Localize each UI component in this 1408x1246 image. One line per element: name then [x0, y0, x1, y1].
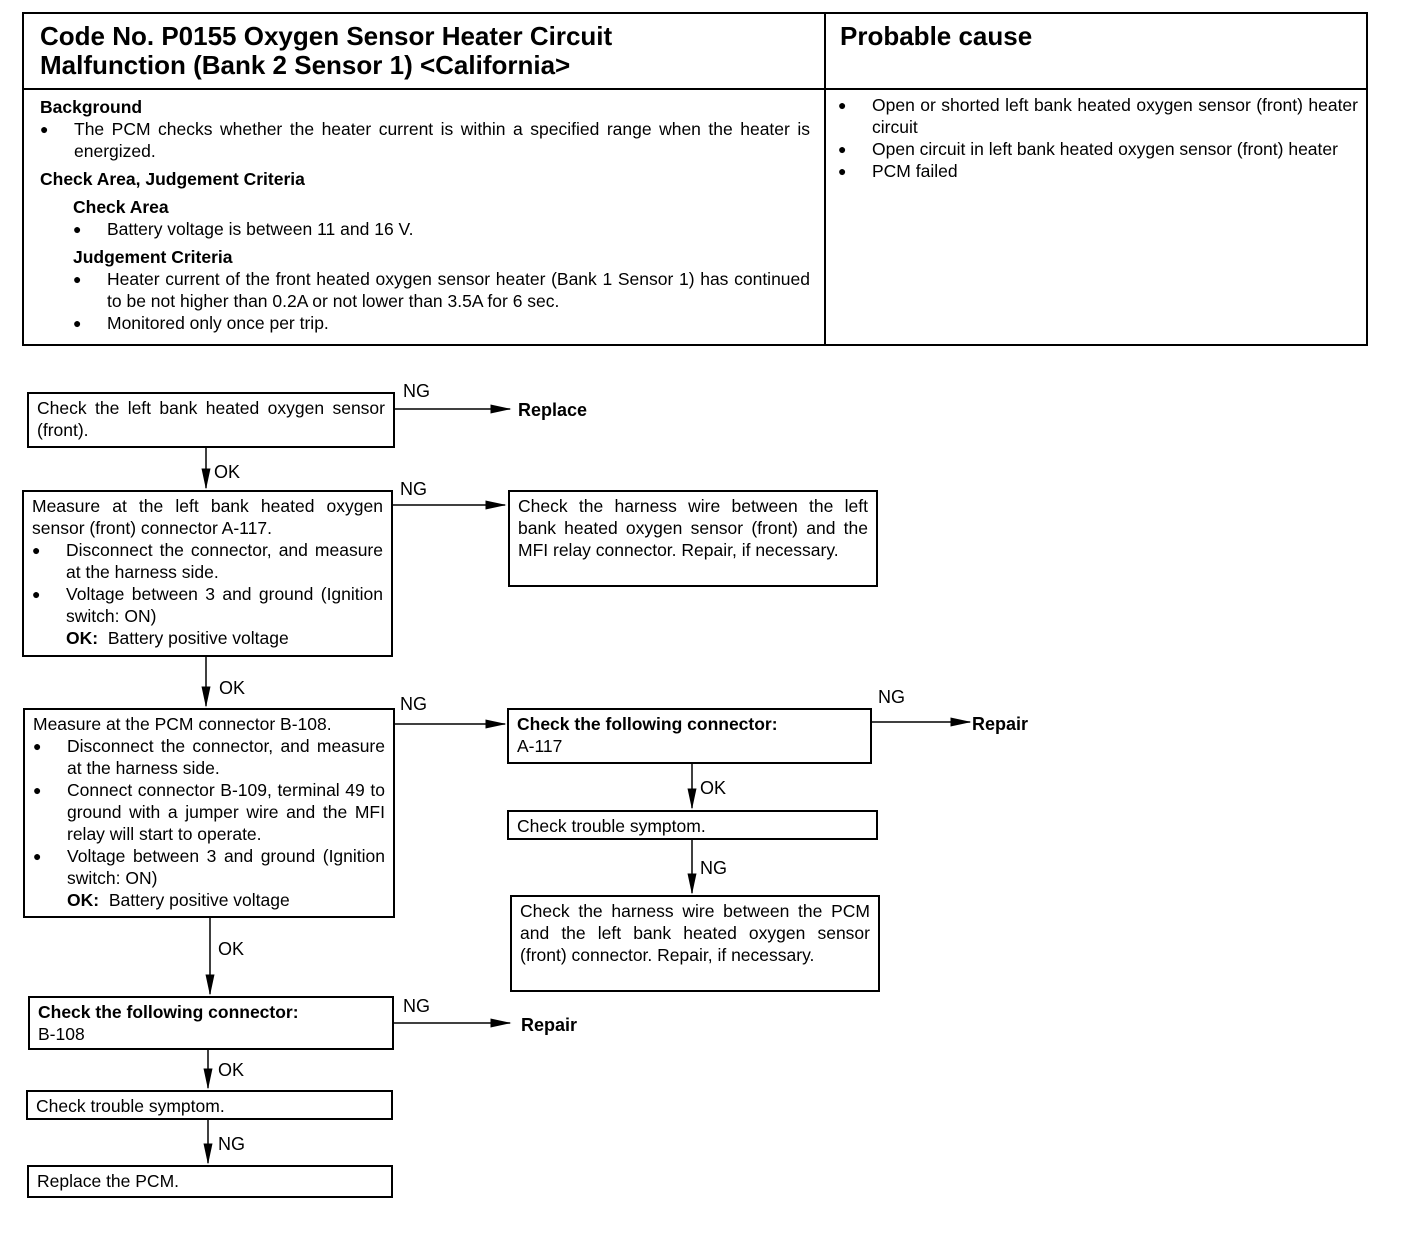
- ng-label: NG: [218, 1134, 245, 1154]
- check-heading: Check Area, Judgement Criteria: [40, 169, 305, 189]
- step-check-connector-a117: [507, 708, 872, 764]
- step-item: ● Disconnect the connector, and measure at the harness side.: [32, 539, 383, 583]
- ng-label: NG: [400, 694, 427, 714]
- ng-label: NG: [878, 687, 905, 707]
- step-check-harness-mfi: Check the harness wire between the left bank heated oxygen sensor (front) and the MFI relay connector. Repair, if necessary.: [508, 490, 878, 587]
- probable-cause-title: Probable cause: [840, 21, 1033, 51]
- title-line-2: Malfunction (Bank 2 Sensor 1) <California>: [40, 50, 571, 80]
- background-item: ● The PCM checks whether the heater current is within a specified range when the heater is energized.: [40, 118, 810, 162]
- judgement-item: ● Monitored only once per trip.: [73, 312, 810, 334]
- step-check-harness-pcm: Check the harness wire between the PCM and the left bank heated oxygen sensor (front) connector. Repair, if necessary.: [510, 895, 880, 992]
- ok-label: OK: [219, 678, 246, 698]
- ok-criteria-label: OK:: [67, 890, 100, 910]
- background-heading: Background: [40, 97, 143, 117]
- step-item: ● Disconnect the connector, and measure at the harness side.: [33, 735, 385, 779]
- result-replace: Replace: [518, 400, 588, 420]
- cause-item: ● Open circuit in left bank heated oxygen sensor (front) heater: [838, 138, 1358, 160]
- step-check-symptom: Check trouble symptom.: [507, 810, 878, 840]
- ng-label: NG: [403, 381, 430, 401]
- connector-id: A-117: [517, 736, 563, 756]
- cause-item: ● PCM failed: [838, 160, 1358, 182]
- step-title: Check the following connector:: [38, 1002, 299, 1022]
- step-item: ● Voltage between 3 and ground (Ignition switch: ON): [33, 845, 385, 889]
- result-repair: Repair: [972, 714, 1029, 734]
- step-measure-b108: [23, 708, 395, 918]
- cause-item: ● Open or shorted left bank heated oxygen sensor (front) heater circuit: [838, 94, 1358, 138]
- step-measure-a117: [22, 490, 393, 657]
- ok-criteria-value: Battery positive voltage: [108, 890, 290, 910]
- step-check-connector-b108: [28, 996, 394, 1050]
- connector-id: B-108: [38, 1024, 85, 1044]
- step-check-sensor: Check the left bank heated oxygen sensor (front).: [27, 392, 395, 448]
- ng-label: NG: [700, 858, 727, 878]
- judgement-heading: Judgement Criteria: [73, 247, 233, 267]
- step-item: ● Connect connector B-109, terminal 49 to ground with a jumper wire and the MFI relay will start to operate.: [33, 779, 385, 845]
- ok-label: OK: [214, 462, 241, 482]
- check-area-item: ● Battery voltage is between 11 and 16 V.: [73, 218, 810, 240]
- ng-label: NG: [403, 996, 430, 1016]
- step-title: Measure at the PCM connector B-108.: [33, 714, 332, 734]
- ok-criteria-label: OK:: [66, 628, 99, 648]
- ok-label: OK: [218, 1060, 245, 1080]
- check-area-heading: Check Area: [73, 197, 169, 217]
- ok-label: OK: [218, 939, 245, 959]
- ng-label: NG: [400, 479, 427, 499]
- judgement-item: ● Heater current of the front heated oxygen sensor heater (Bank 1 Sensor 1) has continued to be not higher than 0.2A or not lower than 3.5A for 6 sec.: [73, 268, 810, 312]
- step-replace-pcm: Replace the PCM.: [27, 1165, 393, 1198]
- ok-label: OK: [700, 778, 727, 798]
- step-title: Check the following connector:: [517, 714, 778, 734]
- step-title: Measure at the left bank heated oxygen sensor (front) connector A-117.: [32, 496, 383, 538]
- step-item: ● Voltage between 3 and ground (Ignition switch: ON): [32, 583, 383, 627]
- step-check-symptom: Check trouble symptom.: [26, 1090, 393, 1120]
- ok-criteria-value: Battery positive voltage: [107, 628, 289, 648]
- result-repair: Repair: [521, 1015, 578, 1035]
- title-line-1: Code No. P0155 Oxygen Sensor Heater Circuit: [40, 21, 613, 51]
